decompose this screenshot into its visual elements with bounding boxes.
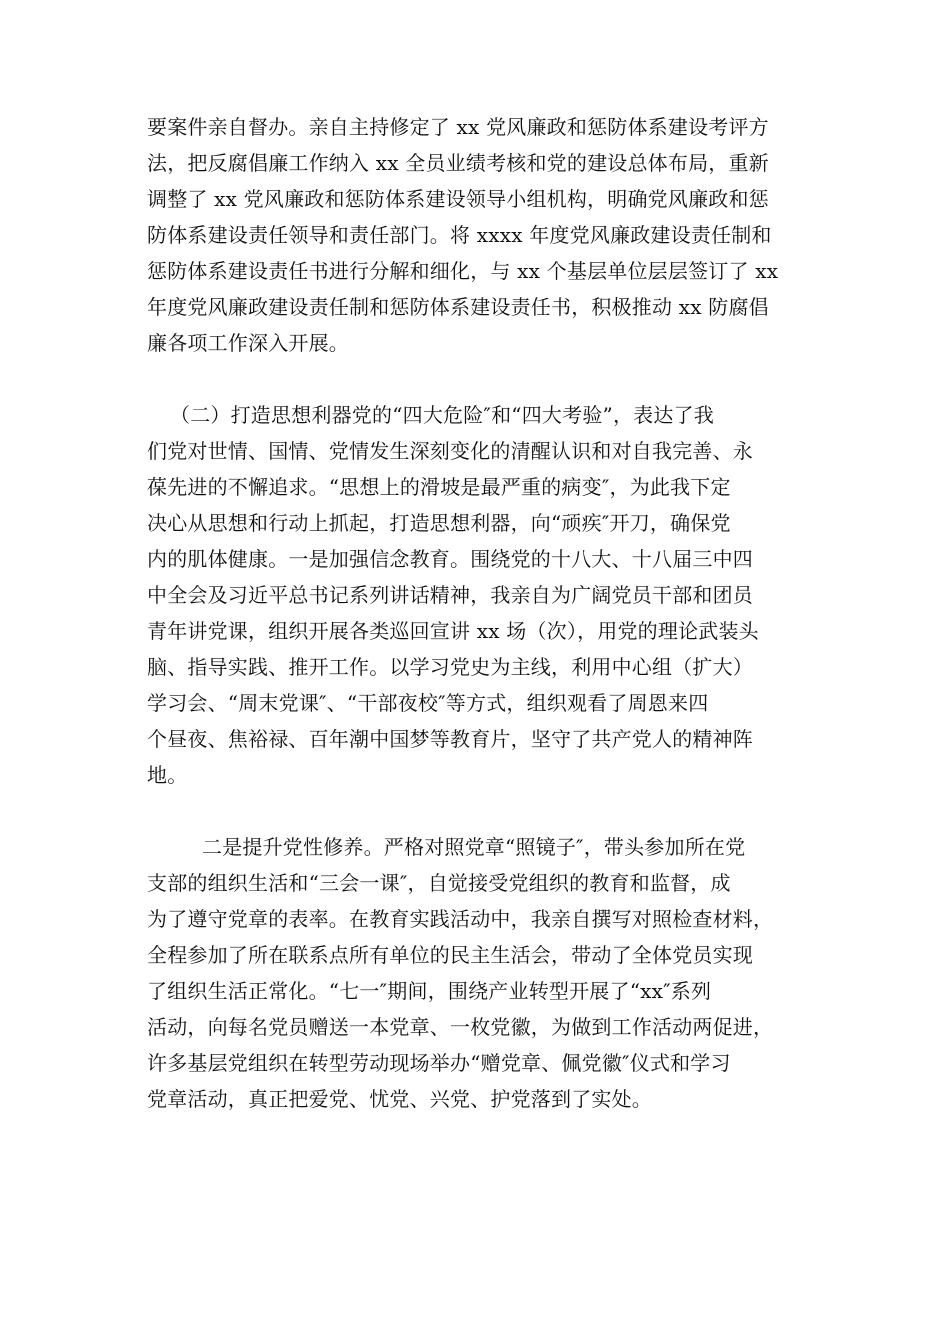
text-line: 决心从思想和行动上抓起，打造思想利器，向“顽疾″开刀，确保党 — [147, 511, 731, 535]
text-line: 廉各项工作深入开展。 — [147, 331, 349, 355]
text-line: 内的肌体健康。一是加强信念教育。围绕党的十八大、十八届三中四 — [147, 547, 753, 571]
text-line: 调整了 xx 党风廉政和惩防体系建设领导小组机构，明确党风廉政和惩 — [147, 187, 769, 211]
text-line: 个昼夜、焦裕禄、百年潮中国梦等教育片，坚守了共产党人的精神阵 — [147, 727, 753, 751]
text-line: 地。 — [147, 763, 188, 787]
text-line: 青年讲党课，组织开展各类巡回宣讲 xx 场（次），用党的理论武装头 — [147, 619, 759, 643]
text-line: （二）打造思想利器党的“四大危险″和“四大考验”，表达了我 — [170, 403, 714, 427]
text-line: 二是提升党性修养。严格对照党章“照镜子″，带头参加所在党 — [202, 835, 746, 859]
text-line: 法，把反腐倡廉工作纳入 xx 全员业绩考核和党的建设总体布局，重新 — [147, 151, 769, 175]
text-line: 年度党风廉政建设责任制和惩防体系建设责任书，积极推动 xx 防腐倡 — [147, 295, 769, 319]
text-line: 为了遵守党章的表率。在教育实践活动中，我亲自撰写对照检查材料， — [147, 907, 774, 931]
text-line: 学习会、“周末党课″、“干部夜校″等方式，组织观看了周恩来四 — [147, 691, 709, 715]
text-line: 防体系建设责任领导和责任部门。将 xxxx 年度党风廉政建设责任制和 — [147, 223, 772, 247]
text-line: 许多基层党组织在转型劳动现场举办“赠党章、佩党徽″仪式和学习 — [147, 1051, 731, 1075]
text-line: 党章活动，真正把爱党、忧党、兴党、护党落到了实处。 — [147, 1087, 652, 1111]
text-line: 中全会及习近平总书记系列讲话精神，我亲自为广阔党员干部和团员 — [147, 583, 753, 607]
text-line: 惩防体系建设责任书进行分解和细化，与 xx 个基层单位层层签订了 xx — [147, 259, 779, 283]
text-line: 活动，向每名党员赠送一本党章、一枚党徽，为做到工作活动两促进， — [147, 1015, 774, 1039]
text-line: 要案件亲自督办。亲自主持修定了 xx 党风廉政和惩防体系建设考评方 — [147, 115, 769, 139]
text-line: 全程参加了所在联系点所有单位的民主生活会，带动了全体党员实现 — [147, 943, 753, 967]
text-line: 葆先进的不懈追求。“思想上的滑坡是最严重的病变″，为此我下定 — [147, 475, 731, 499]
text-line: 脑、指导实践、推开工作。以学习党史为主线，利用中心组（扩大） — [147, 655, 753, 679]
text-line: 们党对世情、国情、党情发生深刻变化的清醒认识和对自我完善、永 — [147, 439, 753, 463]
text-line: 支部的组织生活和“三会一课″，自觉接受党组织的教育和监督，成 — [147, 871, 731, 895]
text-line: 了组织生活正常化。“七一″期间，围绕产业转型开展了“xx″系列 — [147, 979, 712, 1003]
